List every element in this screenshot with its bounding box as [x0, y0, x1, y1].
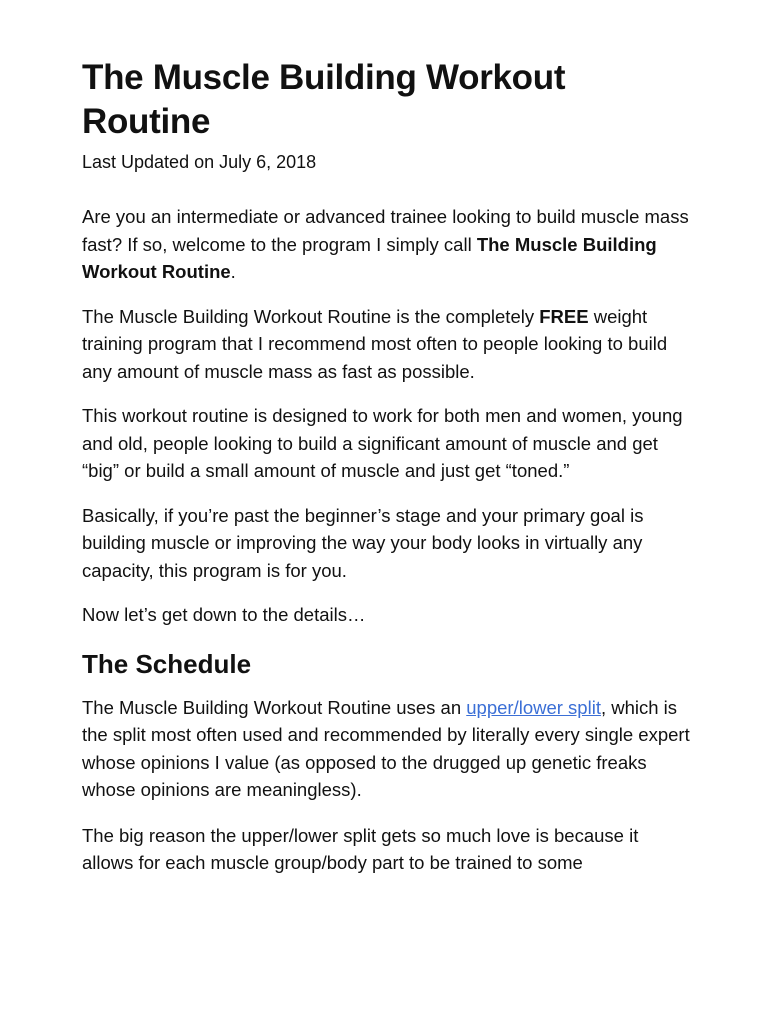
intro-text-end: . — [230, 261, 236, 282]
upper-lower-split-link[interactable]: upper/lower split — [466, 696, 601, 718]
schedule-text-end: , which is the split most often used and recommended by literally every single expert whose opinions I value (as opposed to the drugged up genetic freaks whose opinions are meaningless). — [82, 696, 690, 800]
schedule-text: The Muscle Building Workout Routine uses an — [82, 696, 467, 718]
section-heading-schedule: The Schedule — [82, 648, 252, 679]
details-paragraph: Now let’s get down to the details… — [82, 604, 366, 625]
article-title: The Muscle Building Workout Routine — [82, 58, 566, 141]
split-reason-paragraph: The big reason the upper/lower split gets so much love is because it allows for each muscle group/body part to be trained to some — [82, 824, 639, 873]
goal-paragraph: Basically, if you’re past the beginner’s stage and your primary goal is building muscle or improving the way your body looks in virtually any capacity, this program is for you. — [82, 504, 644, 581]
last-updated-date: Last Updated on July 6, 2018 — [82, 152, 317, 172]
free-bold: FREE — [539, 305, 589, 327]
article — [82, 56, 692, 877]
program-name-bold: The Muscle Building Workout Routine — [82, 233, 657, 282]
free-program-text-end: weight training program that I recommend most often to people looking to build any amount of muscle mass as fast as possible. — [82, 305, 668, 382]
schedule-paragraph — [82, 694, 692, 804]
free-program-text: The Muscle Building Workout Routine is the completely — [82, 305, 540, 327]
intro-text: Are you an intermediate or advanced trainee looking to build muscle mass fast? If so, welcome to the program I simply call — [82, 206, 689, 255]
intro-paragraph — [82, 203, 692, 286]
audience-paragraph: This workout routine is designed to work for both men and women, young and old, people looking to build a significant amount of muscle and get “big” or build a small amount of muscle and just get “toned.” — [82, 405, 683, 481]
free-program-paragraph — [82, 303, 692, 386]
